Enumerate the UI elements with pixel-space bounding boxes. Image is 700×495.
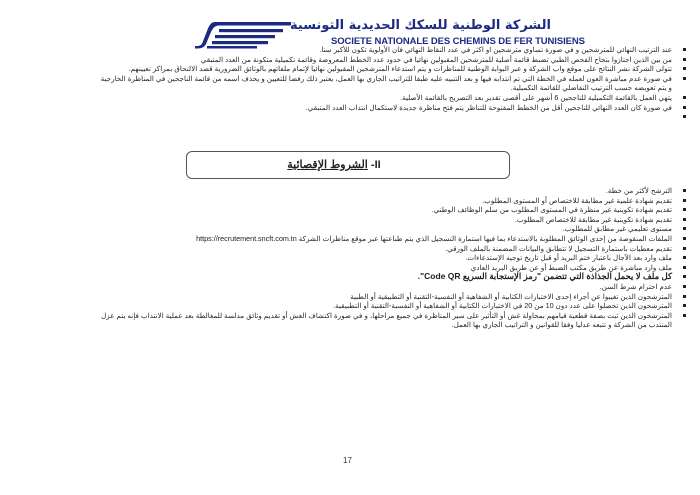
list-item-continuation: و يتم تعويضه حسب الترتيب التفاضلي للقائمة التكميلية.	[510, 83, 672, 93]
bullet-icon	[683, 199, 686, 202]
list-item: المترشحون الذين تغيبوا عن أجراء إحدى الاختبارات الكتابية أو الشفاهية أو النفسية-التقنية أو التطبيقية أو الطبية	[46, 292, 686, 302]
list-item: ملف وارد مباشرة عن طريق مكتب الضبط أو عن طريق البريد العادي	[46, 263, 686, 273]
list-item: تتولى الشركة نشر النتائج على موقع واب الشركة و عبر البوابة الوطنية للمناظرات و يتم استدعاء المترشحين المقبولين نهائيا لإتمام ملفاتهم بالوثائق الضرورية قصد الالتحاق بمراكز تعيينهم.	[46, 64, 686, 74]
list-item: تقديم شهادة تكوينية غير منظرة في المستوى المطلوب من سلم الوظائف الوطني.	[46, 205, 686, 215]
bullet-icon	[683, 189, 686, 192]
bullet-icon	[683, 227, 686, 230]
section-heading-box	[186, 151, 510, 179]
bullet-icon	[683, 266, 686, 269]
section-number: II-	[370, 159, 381, 171]
list-item: الملفات المنقوصة من إحدى الوثائق المطلوبة بالاستدعاء بما فيها استمارة التسجيل الذي يتم طباعتها عبر موقع مناظرات الشركة https://recrutement.sncft.com.tn	[46, 234, 686, 244]
bullet-icon	[683, 48, 686, 51]
bullet-icon	[683, 77, 686, 80]
bullet-icon	[683, 314, 686, 317]
list-item: تقديم شهادة علمية غير مطابقة للاختصاص أو المستوى المطلوب.	[46, 196, 686, 206]
bullet-icon	[683, 208, 686, 211]
bullet-icon	[683, 96, 686, 99]
list-item: تقديم معطيات باستمارة التسجيل لا تتطابق والبيانات المضمنة بالملف الورقي.	[46, 244, 686, 254]
bullet-icon	[683, 106, 686, 109]
list-item: المترشحون الذين ثبت بصفة قطعية قيامهم بمحاولة غش أو التأثير على سير المناظرة في جميع مراحلها، و في صورة اكتشاف الغش أو تقديم وثائق مدلسة للمغالطة بعد عملية الانتداب فإنه يتم عزل	[46, 311, 686, 321]
section-title-text: الشروط الإقصائية	[287, 159, 368, 171]
list-item: من بين الذين اجتازوا بنجاح الفحص الطبي تضبط قائمة أصلية للمترشحين المقبولين نهائيا في حدود عدد الخطط المعروضة وقائمة تكميلية متكونة من العدد المتبقي	[46, 55, 686, 65]
bullet-icon	[683, 58, 686, 61]
results-rules-list	[46, 45, 686, 122]
page-number: 17	[343, 456, 352, 465]
list-item-continuation: المنتدب من الشركة و تتبعه عدليا وفقا للقوانين و التراتيب الجاري بها العمل.	[451, 320, 672, 330]
list-item: الترشح لأكثر من خطة.	[46, 186, 686, 196]
list-item: تقديم شهادة تكوينية غير مطابقة للاختصاص المطلوب.	[46, 215, 686, 225]
list-item: المترشحون الذين تحصلوا على عدد دون 10 من 20 في الاختبارات الكتابية أو الشفاهية أو النفسية-التقنية أو التطبيقية.	[46, 301, 686, 311]
list-item: عدم احترام شرط السن.	[46, 282, 686, 292]
bullet-icon	[683, 285, 686, 288]
list-item: مستوى تعليمي غير مطابق للمطلوب.	[46, 224, 686, 234]
list-item: عند الترتيب النهائي للمترشحين و في صورة تساوي مترشحين او اكثر في عدد النقاط النهائي فان الأولوية تكون للأكبر سنا.	[46, 45, 686, 55]
list-item: يتهي العمل بالقائمة التكميلية للناجحين 6 أشهر على أقصى تقدير بعد التصريح بالقائمة الأصلية.	[46, 93, 686, 103]
bullet-icon	[683, 304, 686, 307]
bullet-icon	[683, 275, 686, 278]
bullet-icon	[683, 67, 686, 70]
list-item: في صورة كان العدد النهائي للناجحين أقل من الخطط المفتوحة للتناظر يتم فتح مناظرة جديدة لاستكمال انتداب العدد المتبقي.	[46, 103, 686, 113]
list-item-empty	[46, 112, 686, 122]
organization-name-arabic: الشركة الوطنية للسكك الحديدية التونسية	[290, 18, 551, 33]
exclusion-conditions-list	[46, 186, 686, 330]
bullet-icon	[683, 295, 686, 298]
section-title	[187, 158, 509, 171]
bullet-icon	[683, 247, 686, 250]
organization-name-french: SOCIETE NATIONALE DES CHEMINS DE FER TUNISIENS	[331, 36, 585, 47]
list-item: كل ملف لا يحمل الجذاذة التي تتضمن "رمز الإستجابة السريع Code QR".	[46, 272, 686, 282]
bullet-icon	[683, 256, 686, 259]
bullet-icon	[683, 115, 686, 118]
list-item: في صورة عدم مباشرة العون لعمله في الخطة التي تم انتدابه فيها و بعد التنبيه عليه طبقا للتراتيب الجاري بها العمل، يعتبر ذلك رفضا للتعيين و يحذف اسمه من قائمة الناجحين في المناظرة الخارجية	[46, 74, 686, 84]
bullet-icon	[683, 237, 686, 240]
bullet-icon	[683, 218, 686, 221]
list-item: ملف وارد بعد الآجال باعتبار ختم البريد أو قبل تاريخ توجيه الإستدعاءات.	[46, 253, 686, 263]
